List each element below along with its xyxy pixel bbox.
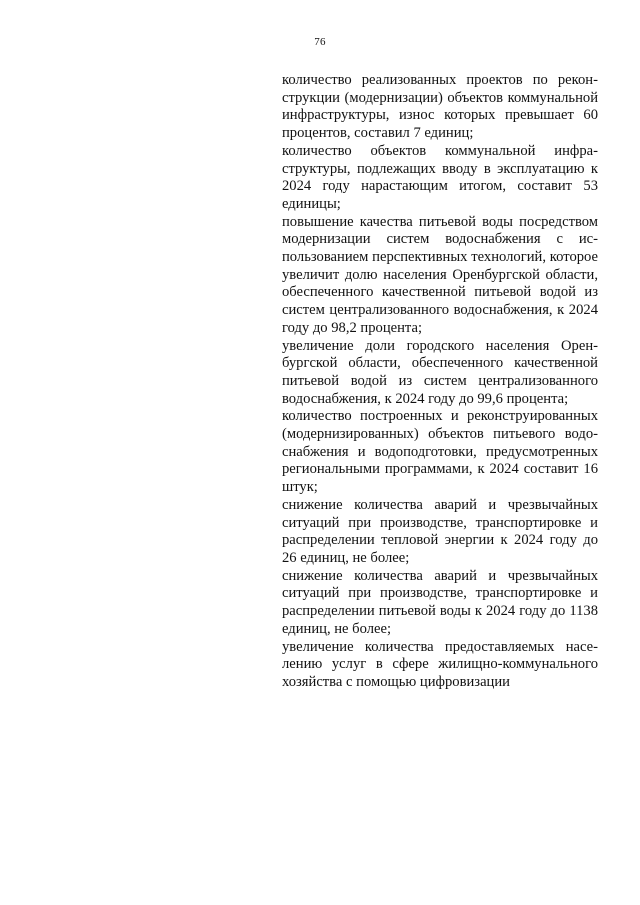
paragraph-4: увеличение доли городского населения Оренбургской области, обеспеченного качественной питьевой водой из систем централизованного водоснабжения, к 2024 году до 99,6 процента; — [282, 337, 598, 407]
page-number: 76 — [314, 36, 326, 48]
paragraph-5: количество построенных и реконструированных (модернизированных) объектов питьевого водоснабжения и водоподготовки, предусмотренных региональными программами, к 2024 составит 16 штук; — [282, 408, 598, 496]
paragraph-6: снижение количества аварий и чрезвычайных ситуаций при производстве, транспортировке и распределении тепловой энергии к 2024 году до 26 единиц, не более; — [282, 496, 598, 566]
paragraph-8: увеличение количества предоставляемых населению услуг в сфере жилищно-коммунального хозяйства с помощью цифровизации — [282, 638, 598, 690]
document-body — [282, 72, 598, 692]
paragraph-7: снижение количества аварий и чрезвычайных ситуаций при производстве, транспортировке и распределении питьевой воды к 2024 году до 1138 единиц, не более; — [282, 567, 598, 637]
paragraph-1: количество реализованных проектов по реконструкции (модернизации) объектов коммунальной инфраструктуры, износ которых превышает 60 процентов, составил 7 единиц; — [282, 72, 598, 142]
paragraph-2: количество объектов коммунальной инфраструктуры, подлежащих вводу в эксплуатацию к 2024 году нарастающим итогом, составит 53 единицы; — [282, 142, 598, 212]
paragraph-3: повышение качества питьевой воды посредством модернизации систем водоснабжения с использованием перспективных технологий, которое увеличит долю населения Оренбургской области, обеспеченного качественной питьевой водой из систем централизованного водоснабжения, к 2024 году до 98,2 процента; — [282, 213, 598, 336]
